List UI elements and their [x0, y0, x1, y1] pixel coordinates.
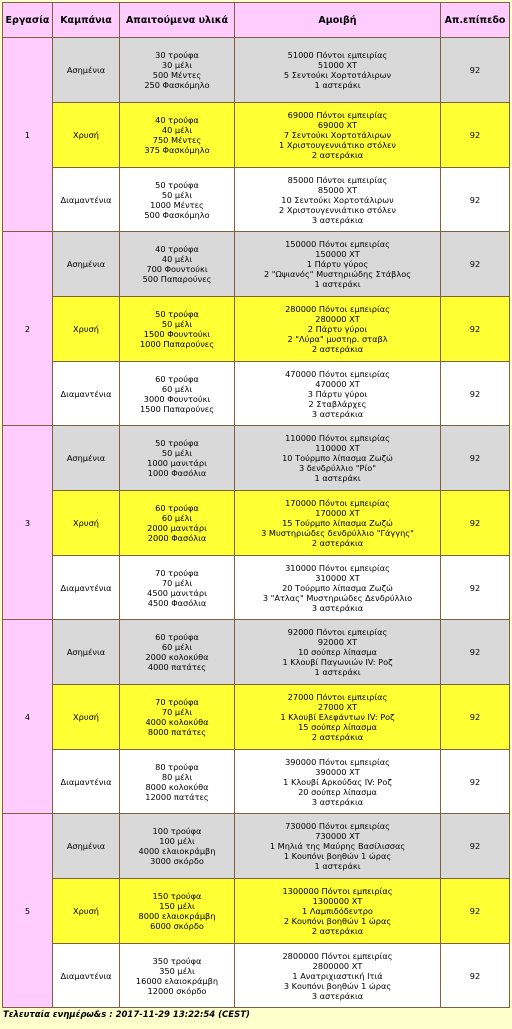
campaign-name: Διαμαντένια	[53, 750, 119, 813]
reward-line: 730000 Πόντοι εμπειρίας	[285, 821, 390, 831]
table-row	[3, 944, 509, 1007]
reward-line: 110000 ΧΤ	[315, 443, 360, 453]
reward-line: 280000 Πόντοι εμπειρίας	[285, 304, 390, 314]
material-line: 1000 Μέντες	[150, 199, 204, 210]
material-line: 50 μέλι	[161, 189, 193, 200]
reward-cell	[235, 944, 440, 1007]
task-number: 2	[3, 232, 52, 425]
materials-cell	[120, 103, 234, 167]
campaign-name: Ασημένια	[53, 426, 119, 490]
materials-cell	[120, 362, 234, 425]
material-line: 30 τρούφα	[155, 50, 199, 60]
reward-line: 390000 Πόντοι εμπειρίας	[285, 756, 390, 767]
reward-cell	[235, 362, 440, 425]
table-header-row	[3, 3, 509, 37]
required-level: 92	[441, 620, 509, 684]
header-level: Απ.επίπεδο	[441, 3, 509, 37]
reward-line: 1 αστεράκι	[314, 80, 361, 90]
reward-line: 2800000 Πόντοι εμπειρίας	[282, 950, 393, 961]
required-level: 92	[441, 879, 509, 943]
table-row	[3, 685, 509, 749]
reward-cell	[235, 814, 440, 878]
required-level: 92	[441, 556, 509, 619]
material-line: 750 Μέντες	[152, 135, 202, 145]
required-level: 92	[441, 814, 509, 878]
materials-cell	[120, 944, 234, 1007]
task-number: 1	[3, 38, 52, 231]
reward-line: 3 αστεράκια	[311, 214, 364, 225]
reward-line: 2 αστεράκια	[311, 538, 364, 548]
material-line: 12000 σκόρδο	[147, 985, 207, 996]
material-line: 50 τρούφα	[155, 309, 199, 319]
reward-line: 470000 ΧΤ	[315, 378, 360, 389]
material-line: 60 μέλι	[161, 383, 193, 394]
reward-cell	[235, 685, 440, 749]
reward-line: 3 αστεράκια	[311, 990, 364, 1001]
reward-line: 2 "Ωψιανός" Μυστηριώδης Στάβλος	[263, 269, 412, 279]
material-line: 6000 σκόρδο	[150, 921, 204, 931]
reward-line: 2 Χριστουγεννιάτικο στόλεν	[279, 204, 396, 215]
reward-line: 3 Μυστηριώδες δενδρύλλιο "Γάγγης"	[261, 528, 414, 538]
material-line: 1500 Φουντούκι	[143, 329, 211, 339]
material-line: 350 τρούφα	[152, 955, 202, 966]
material-line: 250 Φασκόμηλο	[144, 80, 210, 90]
table-row	[3, 879, 509, 943]
header-task: Εργασία	[3, 3, 52, 37]
table-row	[3, 232, 509, 296]
material-line: 70 μέλι	[161, 707, 193, 717]
required-level: 92	[441, 426, 509, 490]
reward-line: 170000 ΧΤ	[315, 508, 360, 518]
materials-cell	[120, 232, 234, 296]
material-line: 70 μέλι	[161, 577, 193, 588]
reward-line: 27000 ΧΤ	[317, 702, 358, 712]
reward-line: 310000 Πόντοι εμπειρίας	[285, 562, 390, 573]
material-line: 40 μέλι	[161, 125, 193, 135]
campaign-name: Διαμαντένια	[53, 556, 119, 619]
required-level: 92	[441, 168, 509, 231]
reward-line: 2800000 ΧΤ	[312, 960, 363, 971]
task-rewards-table	[2, 2, 510, 1008]
task-number: 5	[3, 814, 52, 1007]
table-row	[3, 103, 509, 167]
reward-cell	[235, 491, 440, 555]
reward-line: 1 αστεράκι	[314, 473, 361, 483]
reward-line: 1 αστεράκι	[314, 667, 361, 677]
reward-cell	[235, 103, 440, 167]
reward-line: 150000 ΧΤ	[315, 249, 360, 259]
reward-line: 3 δενδρύλλιο "Ρίο"	[298, 463, 377, 473]
reward-cell	[235, 620, 440, 684]
reward-line: 1 Λαμπιδόδεντρο	[302, 906, 373, 916]
material-line: 8000 πατάτες	[147, 727, 207, 737]
material-line: 8000 κολοκύθα	[145, 781, 209, 792]
reward-line: 1 Κουπόνι βοηθών 1 ώρας	[283, 851, 392, 861]
task-number: 3	[3, 426, 52, 619]
materials-cell	[120, 491, 234, 555]
reward-line: 1 Κλουβί Ελεφάντων IV: Ροζ	[280, 712, 395, 722]
material-line: 375 Φασκόμηλο	[144, 145, 210, 155]
material-line: 4500 Φασόλια	[147, 597, 207, 608]
reward-line: 5 Σεντούκι Χορτοτάλιρων	[283, 70, 392, 80]
reward-line: 92000 ΧΤ	[317, 637, 358, 647]
required-level: 92	[441, 685, 509, 749]
campaign-name: Χρυσή	[53, 879, 119, 943]
header-materials: Απαιτούμενα υλικά	[120, 3, 234, 37]
reward-line: 15 σούπερ λίπασμα	[298, 722, 377, 732]
reward-line: 390000 ΧΤ	[315, 766, 360, 777]
material-line: 500 Μέντες	[152, 70, 202, 80]
material-line: 3000 σκόρδο	[150, 856, 204, 866]
material-line: 2000 κολοκύθα	[145, 652, 209, 662]
reward-line: 85000 Πόντοι εμπειρίας	[287, 174, 388, 185]
task-number: 4	[3, 620, 52, 813]
reward-line: 2 "Λύρα" μυστηρ. σταβλ	[287, 334, 388, 344]
required-level: 92	[441, 362, 509, 425]
reward-line: 3 Κουπόνι βοηθών 1 ώρας	[283, 980, 392, 991]
material-line: 30 μέλι	[161, 60, 193, 70]
material-line: 150 τρούφα	[152, 891, 202, 901]
material-line: 70 τρούφα	[155, 567, 199, 578]
material-line: 4000 κολοκύθα	[145, 717, 209, 727]
reward-line: 470000 Πόντοι εμπειρίας	[285, 368, 390, 379]
reward-line: 1 Ανατριχιαστική Ιτιά	[292, 970, 383, 981]
reward-line: 1 Πάρτυ γύρος	[306, 259, 369, 269]
required-level: 92	[441, 297, 509, 361]
material-line: 4000 ελαιοκράμβη	[138, 846, 216, 856]
reward-line: 69000 ΧΤ	[317, 120, 358, 130]
reward-line: 3 αστεράκια	[311, 602, 364, 613]
reward-line: 1300000 ΧΤ	[312, 896, 363, 906]
material-line: 50 μέλι	[161, 319, 193, 329]
material-line: 60 μέλι	[161, 642, 193, 652]
reward-line: 7 Σεντούκι Χορτοτάλιρων	[283, 130, 392, 140]
material-line: 40 μέλι	[161, 254, 193, 264]
reward-line: 2 αστεράκια	[311, 344, 364, 354]
materials-cell	[120, 556, 234, 619]
campaign-name: Διαμαντένια	[53, 362, 119, 425]
table-row	[3, 38, 509, 102]
material-line: 500 Παπαρούνες	[142, 274, 212, 284]
materials-cell	[120, 750, 234, 813]
table-body	[3, 38, 509, 1007]
campaign-name: Χρυσή	[53, 297, 119, 361]
reward-line: 1 αστεράκι	[314, 861, 361, 871]
reward-line: 1 αστεράκι	[314, 279, 361, 289]
materials-cell	[120, 38, 234, 102]
reward-line: 27000 Πόντοι εμπειρίας	[287, 692, 388, 702]
reward-line: 2 Σταβλάρχες	[308, 398, 367, 409]
reward-line: 150000 Πόντοι εμπειρίας	[285, 239, 390, 249]
reward-line: 2 αστεράκια	[311, 150, 364, 160]
reward-line: 10 σούπερ λίπασμα	[298, 647, 377, 657]
materials-cell	[120, 297, 234, 361]
reward-line: 85000 ΧΤ	[317, 184, 358, 195]
required-level: 92	[441, 38, 509, 102]
material-line: 80 τρούφα	[155, 761, 199, 772]
reward-line: 2 Πάρτυ γύροι	[307, 324, 368, 334]
reward-line: 20 Τούρμπο λίπασμα Ζωζώ	[282, 582, 393, 593]
materials-cell	[120, 879, 234, 943]
reward-line: 110000 Πόντοι εμπειρίας	[285, 433, 390, 443]
campaign-name: Ασημένια	[53, 38, 119, 102]
table-row	[3, 362, 509, 425]
required-level: 92	[441, 944, 509, 1007]
reward-line: 2 αστεράκια	[311, 926, 364, 936]
material-line: 1000 μανιτάρι	[147, 458, 207, 468]
table-row	[3, 814, 509, 878]
reward-line: 3 αστεράκια	[311, 408, 364, 419]
table-row	[3, 620, 509, 684]
material-line: 4000 πατάτες	[147, 662, 207, 672]
material-line: 60 τρούφα	[155, 503, 199, 513]
reward-line: 2 Κουπόνι βοηθών 1 ώρας	[283, 916, 392, 926]
material-line: 50 τρούφα	[155, 179, 199, 190]
material-line: 500 Φασκόμηλο	[144, 209, 210, 220]
reward-line: 92000 Πόντοι εμπειρίας	[287, 627, 388, 637]
campaign-name: Χρυσή	[53, 491, 119, 555]
material-line: 40 τρούφα	[155, 244, 199, 254]
reward-line: 3 Πάρτυ γύροι	[307, 388, 368, 399]
reward-line: 15 Τούρμπο λίπασμα Ζωζώ	[282, 518, 393, 528]
material-line: 60 μέλι	[161, 513, 193, 523]
material-line: 2000 Φασόλια	[147, 533, 207, 543]
table-row	[3, 750, 509, 813]
material-line: 100 μέλι	[159, 836, 195, 846]
last-updated: Τελευταία ενημέρω&s : 2017-11-29 13:22:54 (CEST)	[3, 1010, 250, 1020]
material-line: 4500 μανιτάρι	[147, 587, 207, 598]
reward-cell	[235, 556, 440, 619]
reward-line: 3 αστεράκια	[311, 796, 364, 807]
material-line: 60 τρούφα	[155, 632, 199, 642]
campaign-name: Διαμαντένια	[53, 944, 119, 1007]
material-line: 40 τρούφα	[155, 115, 199, 125]
reward-cell	[235, 750, 440, 813]
material-line: 80 μέλι	[161, 771, 193, 782]
reward-line: 51000 Πόντοι εμπειρίας	[287, 50, 388, 60]
material-line: 700 Φουντούκι	[146, 264, 208, 274]
reward-line: 730000 ΧΤ	[315, 831, 360, 841]
header-reward: Αμοιβή	[235, 3, 440, 37]
reward-cell	[235, 426, 440, 490]
reward-line: 3 "Ατλας" Μυστηριώδες Δενδρύλλιο	[262, 592, 413, 603]
material-line: 3000 Φουντούκι	[143, 393, 211, 404]
material-line: 1000 Φασόλια	[147, 468, 207, 478]
reward-line: 1 Μηλιά της Μαύρης Βασίλισσας	[269, 841, 406, 851]
table-row	[3, 168, 509, 231]
required-level: 92	[441, 750, 509, 813]
reward-line: 10 Τούρμπο λίπασμα Ζωζώ	[282, 453, 393, 463]
campaign-name: Ασημένια	[53, 814, 119, 878]
material-line: 150 μέλι	[159, 901, 195, 911]
material-line: 1000 Παπαρούνες	[139, 339, 215, 349]
reward-line: 280000 ΧΤ	[315, 314, 360, 324]
reward-line: 20 σούπερ λίπασμα	[298, 786, 377, 797]
reward-line: 1 Κλουβί Αρκούδας IV: Ροζ	[283, 776, 392, 787]
reward-line: 1 Κλουβί Παγωνιών IV: Ροζ	[282, 657, 393, 667]
reward-cell	[235, 232, 440, 296]
required-level: 92	[441, 491, 509, 555]
table-row	[3, 297, 509, 361]
table-row	[3, 491, 509, 555]
material-line: 12000 πατάτες	[145, 791, 209, 802]
campaign-name: Χρυσή	[53, 103, 119, 167]
material-line: 16000 ελαιοκράμβη	[135, 975, 219, 986]
required-level: 92	[441, 232, 509, 296]
material-line: 60 τρούφα	[155, 373, 199, 384]
material-line: 350 μέλι	[159, 965, 195, 976]
material-line: 100 τρούφα	[152, 826, 202, 836]
reward-cell	[235, 879, 440, 943]
reward-cell	[235, 38, 440, 102]
materials-cell	[120, 168, 234, 231]
reward-line: 69000 Πόντοι εμπειρίας	[287, 110, 388, 120]
table-row	[3, 556, 509, 619]
materials-cell	[120, 814, 234, 878]
reward-line: 2 αστεράκια	[311, 732, 364, 742]
materials-cell	[120, 685, 234, 749]
table-row	[3, 426, 509, 490]
material-line: 2000 μανιτάρι	[147, 523, 207, 533]
reward-cell	[235, 297, 440, 361]
reward-line: 51000 ΧΤ	[317, 60, 358, 70]
header-campaign: Καμπάνια	[53, 3, 119, 37]
reward-cell	[235, 168, 440, 231]
campaign-name: Διαμαντένια	[53, 168, 119, 231]
material-line: 8000 ελαιοκράμβη	[138, 911, 216, 921]
materials-cell	[120, 426, 234, 490]
materials-cell	[120, 620, 234, 684]
reward-line: 10 Σεντούκι Χορτοτάλιρων	[281, 194, 394, 205]
material-line: 50 τρούφα	[155, 438, 199, 448]
reward-line: 310000 ΧΤ	[315, 572, 360, 583]
material-line: 50 μέλι	[161, 448, 193, 458]
reward-line: 1 Χριστουγεννιάτικο στόλεν	[279, 140, 396, 150]
campaign-name: Ασημένια	[53, 620, 119, 684]
material-line: 70 τρούφα	[155, 697, 199, 707]
required-level: 92	[441, 103, 509, 167]
reward-line: 170000 Πόντοι εμπειρίας	[285, 498, 390, 508]
campaign-name: Ασημένια	[53, 232, 119, 296]
material-line: 1500 Παπαρούνες	[139, 403, 215, 414]
campaign-name: Χρυσή	[53, 685, 119, 749]
reward-line: 1300000 Πόντοι εμπειρίας	[282, 886, 393, 896]
